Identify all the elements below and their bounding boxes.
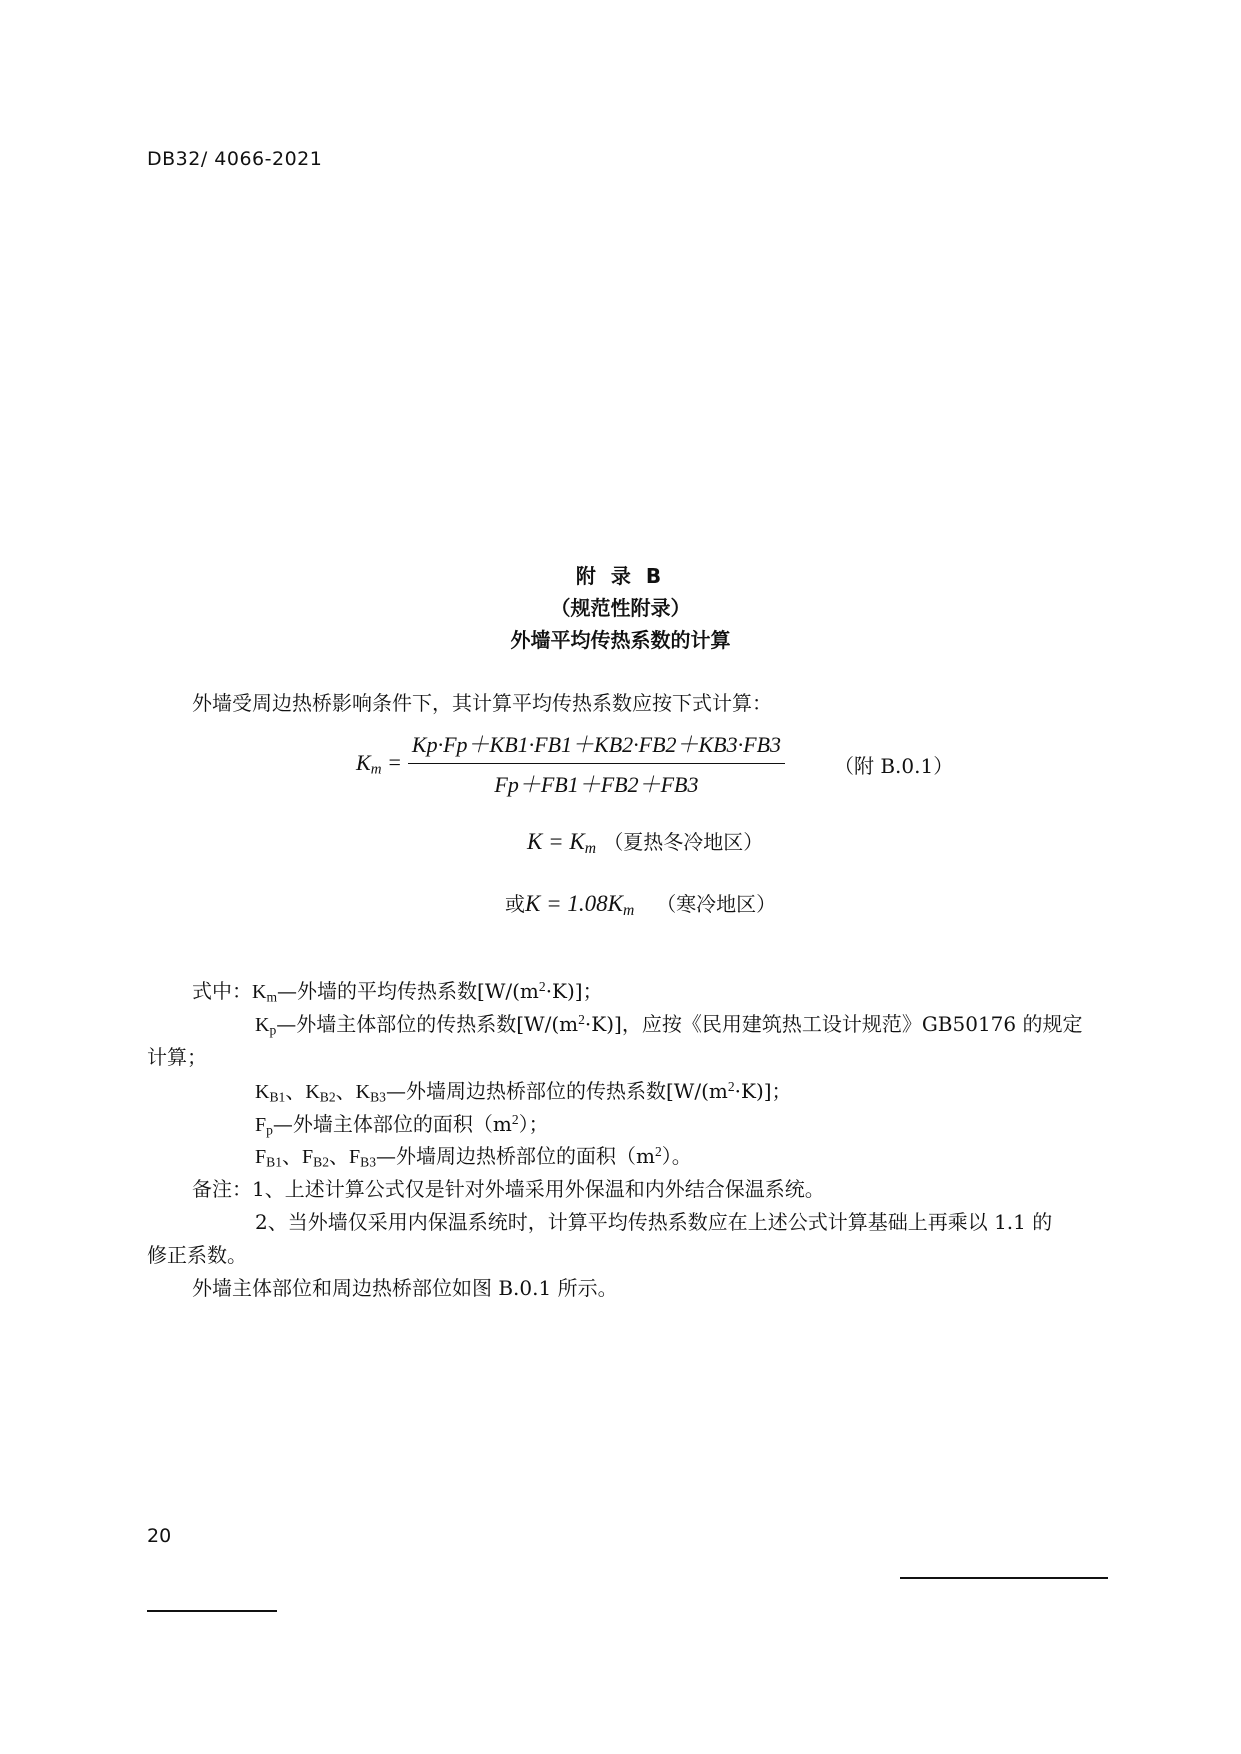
formula-lhs: $K_m$ [356, 749, 382, 778]
formula-summer-hot-winter-cold [527, 826, 763, 858]
appendix-title: 外墙平均传热系数的计算 [510, 628, 731, 652]
formula-equals: = [388, 749, 401, 775]
formula-main [356, 728, 785, 799]
footer-rule-right [900, 1577, 1108, 1579]
definition-kp-continued: 计算； [147, 1045, 207, 1069]
appendix-type-heading: （规范性附录） [550, 596, 691, 620]
definition-fb: $F_{B1}$、$F_{B2}$、$F_{B3}—$外墙周边热桥部位的面积$(m^2)$。 [255, 1144, 692, 1170]
formula-numerator: Kp·Fp＋KB1·FB1＋KB2·FB2＋KB3·FB3 [408, 728, 785, 764]
closing-paragraph: 外墙主体部位和周边热桥部位如图 B.0.1 所示。 [192, 1276, 618, 1300]
formula-3-sub: m [622, 901, 635, 919]
note-2-continued: 修正系数。 [147, 1243, 247, 1267]
intro-paragraph: 外墙受周边热桥影响条件下，其计算平均传热系数应按下式计算： [192, 691, 772, 715]
formula-3-prefix: 或 [505, 892, 525, 916]
formula-3-note: （寒冷地区） [656, 892, 777, 916]
formula-2-sub: m [584, 839, 596, 857]
definition-fp: $F_p—$外墙主体部位的面积$(m^2)$； [255, 1112, 549, 1138]
footer-rule-left [147, 1610, 277, 1612]
formula-fraction [408, 728, 785, 799]
document-code-header: DB32/ 4066-2021 [147, 148, 323, 170]
appendix-heading: 附 录 B [575, 564, 666, 588]
formula-3-expr: K = 1.08K [525, 891, 623, 916]
definition-km: 式中：$K_m—$外墙的平均传热系数$[W/(m^2\cdot K)]$； [192, 979, 603, 1005]
definition-kp: $K_p—$外墙主体部位的传热系数$[W/(m^2\cdot K)]$，应按《民用建筑热工设计规范》GB50176 的规定 [255, 1012, 1083, 1038]
note-1: 备注：1、上述计算公式仅是针对外墙采用外保温和内外结合保温系统。 [192, 1177, 825, 1201]
formula-denominator: Fp＋FB1＋FB2＋FB3 [494, 772, 699, 797]
formula-2-expr: K = K [527, 829, 585, 854]
definition-kb: $K_{B1}$、$K_{B2}$、$K_{B3}—$外墙周边热桥部位的传热系数$[W/(m^2\cdot K)]$； [255, 1079, 792, 1105]
note-2: 2、当外墙仅采用内保温系统时，计算平均传热系数应在上述公式计算基础上再乘以 1.1 的 [255, 1210, 1053, 1234]
formula-number: （附 B.0.1） [834, 754, 954, 778]
page-number: 20 [147, 1525, 172, 1547]
formula-2-note: （夏热冬冷地区） [603, 830, 764, 854]
formula-cold-region [505, 888, 776, 920]
